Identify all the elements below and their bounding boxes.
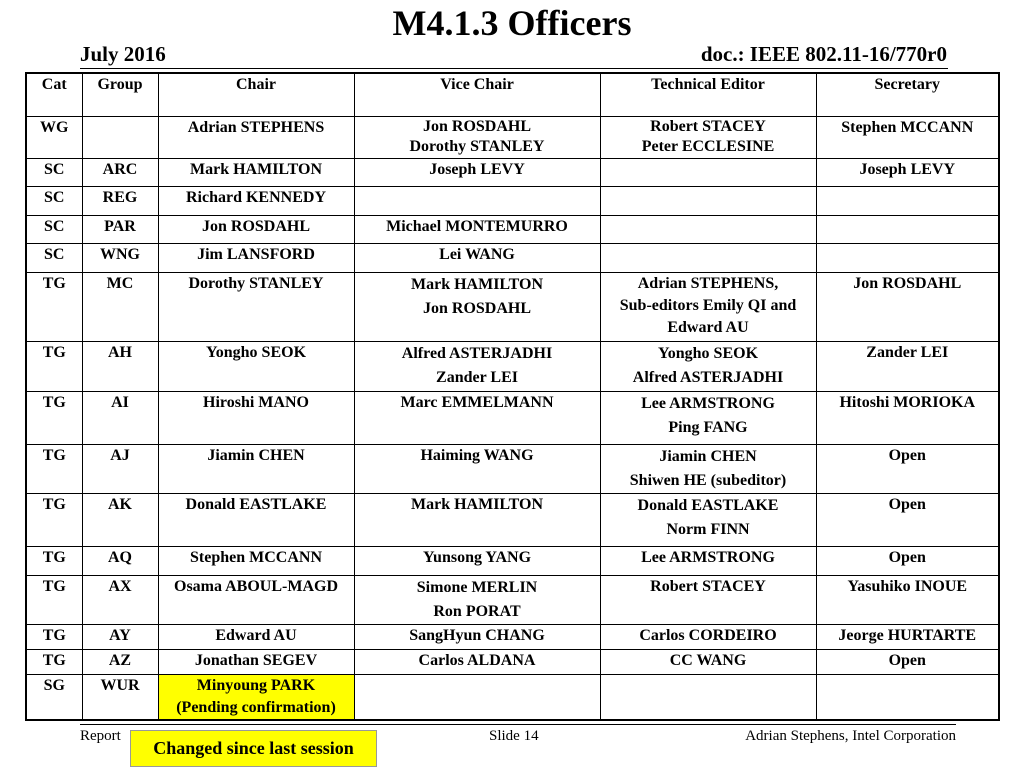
person-name: Sub-editors Emily QI and — [619, 296, 797, 314]
chair-cell: Hiroshi MANO — [158, 391, 354, 444]
group-cell — [82, 116, 158, 158]
editor-cell — [600, 341, 816, 391]
editor-cell — [600, 391, 816, 444]
secretary-cell: Hitoshi MORIOKA — [816, 391, 999, 444]
person-name: Dorothy STANLEY — [409, 137, 545, 155]
vice-chair-cell: Marc EMMELMANN — [354, 391, 600, 444]
cat-cell: SC — [26, 186, 82, 215]
cat-cell: TG — [26, 624, 82, 649]
person-name: Alfred ASTERJADHI — [632, 368, 784, 386]
secretary-cell — [816, 186, 999, 215]
person-name: Mark HAMILTON — [410, 275, 543, 293]
vice-chair-cell: SangHyun CHANG — [354, 624, 600, 649]
person-name: Zander LEI — [436, 368, 518, 386]
secretary-cell — [816, 243, 999, 272]
cat-cell: SC — [26, 215, 82, 243]
vice-chair-cell — [354, 341, 600, 391]
person-name: Simone MERLIN — [416, 578, 538, 596]
person-name: Edward AU — [667, 318, 749, 336]
cat-cell: TG — [26, 546, 82, 575]
table-row — [26, 546, 999, 575]
secretary-cell: Jeorge HURTARTE — [816, 624, 999, 649]
cat-cell: SC — [26, 243, 82, 272]
changed-legend: Changed since last session — [130, 730, 377, 767]
editor-cell: CC WANG — [600, 649, 816, 674]
chair-cell: Edward AU — [158, 624, 354, 649]
secretary-cell: Open — [816, 493, 999, 546]
person-name: Alfred ASTERJADHI — [401, 344, 553, 362]
header-doc-id: doc.: IEEE 802.11-16/770r0 — [700, 42, 947, 66]
header-date: July 2016 — [80, 42, 166, 66]
group-cell: AH — [82, 341, 158, 391]
person-name: Jiamin CHEN — [659, 447, 757, 465]
vice-chair-cell: Michael MONTEMURRO — [354, 215, 600, 243]
secretary-cell: Jon ROSDAHL — [816, 272, 999, 341]
footer-rule — [80, 724, 956, 725]
group-cell: PAR — [82, 215, 158, 243]
table-row — [26, 575, 999, 624]
group-cell: WUR — [82, 674, 158, 720]
editor-cell: Robert STACEY — [600, 575, 816, 624]
table-row — [26, 215, 999, 243]
cat-cell: TG — [26, 391, 82, 444]
table-row — [26, 391, 999, 444]
editor-cell — [600, 186, 816, 215]
group-cell: AZ — [82, 649, 158, 674]
editor-cell — [600, 444, 816, 493]
secretary-cell: Open — [816, 444, 999, 493]
column-header: Technical Editor — [600, 73, 816, 116]
chair-cell — [158, 116, 354, 158]
person-name: Donald EASTLAKE — [637, 496, 779, 514]
editor-cell: Lee ARMSTRONG — [600, 546, 816, 575]
table-row — [26, 674, 999, 720]
chair-cell: Donald EASTLAKE — [158, 493, 354, 546]
secretary-cell — [816, 215, 999, 243]
column-header: Cat — [26, 73, 82, 116]
vice-chair-cell: Carlos ALDANA — [354, 649, 600, 674]
chair-cell-changed — [158, 674, 354, 720]
column-header: Chair — [158, 73, 354, 116]
cat-cell: TG — [26, 444, 82, 493]
footer-report-label: Report — [80, 728, 121, 744]
vice-chair-cell — [354, 116, 600, 158]
page-title: M4.1.3 Officers — [392, 3, 632, 43]
table-row — [26, 272, 999, 341]
group-cell: REG — [82, 186, 158, 215]
vice-chair-cell — [354, 674, 600, 720]
editor-cell — [600, 674, 816, 720]
chair-cell: Jiamin CHEN — [158, 444, 354, 493]
secretary-cell: Open — [816, 649, 999, 674]
editor-cell: Carlos CORDEIRO — [600, 624, 816, 649]
cat-cell: TG — [26, 575, 82, 624]
secretary-cell: Joseph LEVY — [816, 158, 999, 186]
editor-cell — [600, 272, 816, 341]
vice-chair-cell: Mark HAMILTON — [354, 493, 600, 546]
cat-cell: TG — [26, 649, 82, 674]
secretary-cell: Open — [816, 546, 999, 575]
person-name: Adrian STEPHENS — [187, 118, 325, 136]
group-cell: ARC — [82, 158, 158, 186]
chair-cell: Jonathan SEGEV — [158, 649, 354, 674]
person-name: Adrian STEPHENS, — [637, 274, 779, 292]
chair-cell: Dorothy STANLEY — [158, 272, 354, 341]
vice-chair-cell — [354, 575, 600, 624]
person-name: Robert STACEY — [650, 117, 766, 135]
header-rule — [80, 68, 948, 69]
table-row — [26, 158, 999, 186]
secretary-cell: Zander LEI — [816, 341, 999, 391]
cat-cell: TG — [26, 493, 82, 546]
vice-chair-cell: Yunsong YANG — [354, 546, 600, 575]
table-row — [26, 444, 999, 493]
vice-chair-cell: Haiming WANG — [354, 444, 600, 493]
secretary-cell — [816, 116, 999, 158]
editor-cell — [600, 243, 816, 272]
person-name: Jon ROSDAHL — [422, 117, 532, 135]
editor-cell — [600, 215, 816, 243]
column-header: Vice Chair — [354, 73, 600, 116]
table-header-row — [26, 73, 999, 116]
slide-number: Slide 14 — [489, 728, 539, 744]
pending-note: (Pending confirmation) — [176, 698, 336, 716]
table-row — [26, 341, 999, 391]
column-header: Secretary — [816, 73, 999, 116]
table-row — [26, 624, 999, 649]
vice-chair-cell: Joseph LEVY — [354, 158, 600, 186]
footer-author: Adrian Stephens, Intel Corporation — [745, 728, 956, 744]
vice-chair-cell — [354, 272, 600, 341]
vice-chair-cell: Lei WANG — [354, 243, 600, 272]
group-cell: AQ — [82, 546, 158, 575]
chair-cell: Jim LANSFORD — [158, 243, 354, 272]
editor-cell — [600, 116, 816, 158]
person-name: Lee ARMSTRONG — [641, 394, 775, 412]
person-name: Ron PORAT — [433, 602, 521, 620]
cat-cell: SG — [26, 674, 82, 720]
person-name: Jon ROSDAHL — [422, 299, 532, 317]
person-name: Yongho SEOK — [657, 344, 759, 362]
officers-table — [25, 72, 1000, 721]
secretary-cell: Yasuhiko INOUE — [816, 575, 999, 624]
table-row — [26, 186, 999, 215]
chair-cell: Jon ROSDAHL — [158, 215, 354, 243]
table-row — [26, 649, 999, 674]
cat-cell: TG — [26, 341, 82, 391]
chair-cell: Stephen MCCANN — [158, 546, 354, 575]
group-cell: AX — [82, 575, 158, 624]
group-cell: AY — [82, 624, 158, 649]
chair-cell: Mark HAMILTON — [158, 158, 354, 186]
editor-cell — [600, 158, 816, 186]
person-name: Shiwen HE (subeditor) — [629, 471, 787, 489]
column-header: Group — [82, 73, 158, 116]
group-cell: WNG — [82, 243, 158, 272]
person-name: Peter ECCLESINE — [641, 137, 775, 155]
person-name: Ping FANG — [668, 418, 748, 436]
group-cell: AJ — [82, 444, 158, 493]
table-row — [26, 243, 999, 272]
editor-cell — [600, 493, 816, 546]
chair-cell: Osama ABOUL-MAGD — [158, 575, 354, 624]
person-name: Minyoung PARK — [196, 676, 316, 694]
person-name: Stephen MCCANN — [841, 118, 974, 136]
chair-cell: Richard KENNEDY — [158, 186, 354, 215]
table-row — [26, 116, 999, 158]
cat-cell: SC — [26, 158, 82, 186]
person-name: Norm FINN — [666, 520, 750, 538]
group-cell: AI — [82, 391, 158, 444]
cat-cell: TG — [26, 272, 82, 341]
table-row — [26, 493, 999, 546]
cat-cell: WG — [26, 116, 82, 158]
secretary-cell — [816, 674, 999, 720]
vice-chair-cell — [354, 186, 600, 215]
chair-cell: Yongho SEOK — [158, 341, 354, 391]
group-cell: MC — [82, 272, 158, 341]
group-cell: AK — [82, 493, 158, 546]
